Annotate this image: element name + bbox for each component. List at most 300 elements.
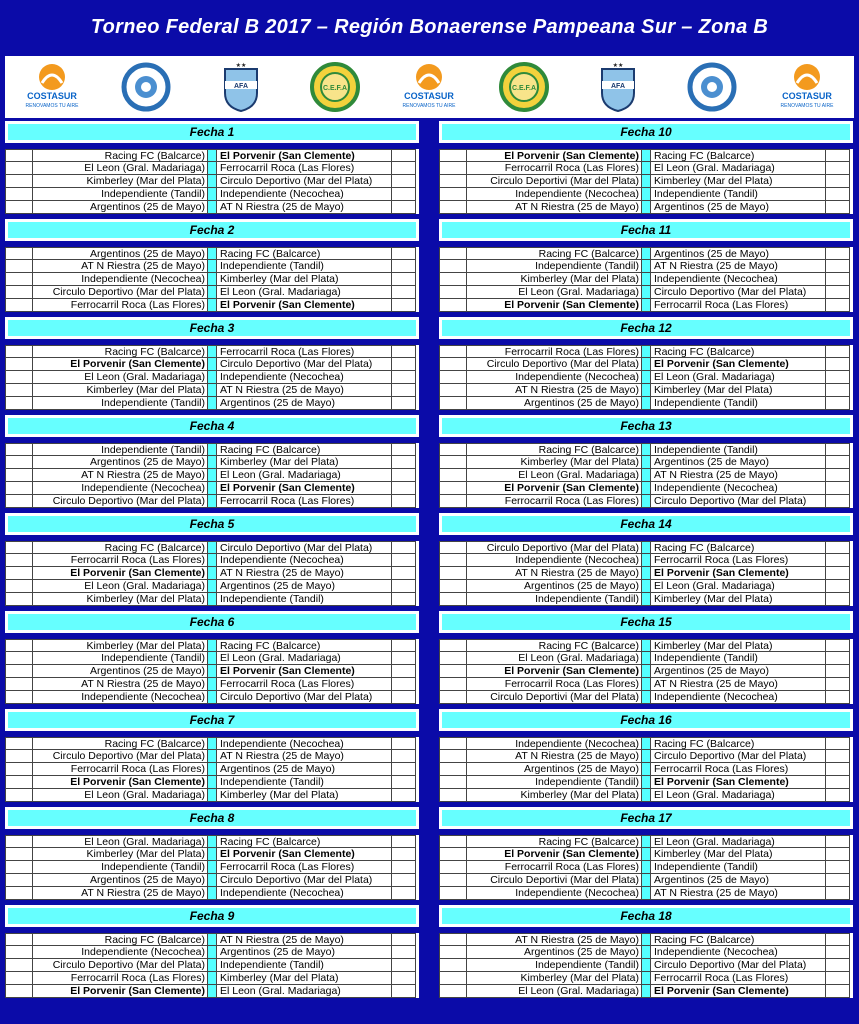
versus-separator bbox=[642, 835, 651, 848]
versus-separator bbox=[642, 247, 651, 260]
away-team: AT N Riestra (25 de Mayo) bbox=[217, 384, 392, 397]
match-row bbox=[5, 874, 419, 887]
away-team: Ferrocarril Roca (Las Flores) bbox=[651, 972, 826, 985]
match-row bbox=[5, 162, 419, 175]
score-cell-left bbox=[439, 580, 467, 593]
score-cell-left bbox=[439, 887, 467, 900]
versus-separator bbox=[208, 737, 217, 750]
score-cell-right bbox=[826, 371, 850, 384]
match-row bbox=[439, 985, 853, 998]
home-team: Circulo Deportivo (Mar del Plata) bbox=[33, 495, 208, 508]
fecha-block bbox=[5, 611, 419, 709]
match-row bbox=[5, 443, 419, 456]
versus-separator bbox=[208, 456, 217, 469]
away-team: AT N Riestra (25 de Mayo) bbox=[217, 933, 392, 946]
score-cell-right bbox=[826, 789, 850, 802]
home-team: Independiente (Necochea) bbox=[33, 691, 208, 704]
score-cell-right bbox=[826, 933, 850, 946]
cefa-logo bbox=[307, 59, 363, 115]
score-cell-left bbox=[5, 456, 33, 469]
versus-separator bbox=[208, 443, 217, 456]
match-row bbox=[439, 887, 853, 900]
score-cell-left bbox=[439, 691, 467, 704]
home-team: Circulo Deportivo (Mar del Plata) bbox=[33, 959, 208, 972]
home-team: Independiente (Tandil) bbox=[467, 260, 642, 273]
match-row bbox=[5, 985, 419, 998]
away-team: Circulo Deportivo (Mar del Plata) bbox=[651, 495, 826, 508]
match-row bbox=[5, 593, 419, 606]
fecha-label: Fecha 3 bbox=[8, 320, 416, 336]
versus-separator bbox=[642, 201, 651, 214]
match-row bbox=[439, 541, 853, 554]
match-row bbox=[5, 384, 419, 397]
home-team: El Porvenir (San Clemente) bbox=[467, 665, 642, 678]
score-cell-left bbox=[5, 750, 33, 763]
home-team: Argentinos (25 de Mayo) bbox=[33, 247, 208, 260]
home-team: Kimberley (Mar del Plata) bbox=[467, 273, 642, 286]
away-team: Circulo Deportivo (Mar del Plata) bbox=[651, 750, 826, 763]
away-team: Racing FC (Balcarce) bbox=[217, 639, 392, 652]
away-team: Kimberley (Mar del Plata) bbox=[651, 384, 826, 397]
score-cell-left bbox=[5, 835, 33, 848]
match-table bbox=[439, 541, 853, 606]
versus-separator bbox=[642, 874, 651, 887]
versus-separator bbox=[208, 482, 217, 495]
home-team: Argentinos (25 de Mayo) bbox=[33, 201, 208, 214]
home-team: Independiente (Tandil) bbox=[33, 443, 208, 456]
score-cell-left bbox=[5, 162, 33, 175]
away-team: Argentinos (25 de Mayo) bbox=[651, 665, 826, 678]
match-row bbox=[5, 933, 419, 946]
score-cell-left bbox=[439, 384, 467, 397]
match-row bbox=[5, 273, 419, 286]
versus-separator bbox=[642, 933, 651, 946]
versus-separator bbox=[642, 678, 651, 691]
score-cell-right bbox=[392, 247, 416, 260]
match-row bbox=[5, 887, 419, 900]
away-team: Circulo Deportivo (Mar del Plata) bbox=[651, 286, 826, 299]
away-team: El Porvenir (San Clemente) bbox=[651, 985, 826, 998]
match-row bbox=[5, 665, 419, 678]
fecha-block bbox=[5, 709, 419, 807]
match-row bbox=[439, 972, 853, 985]
home-team: Ferrocarril Roca (Las Flores) bbox=[33, 299, 208, 312]
score-cell-left bbox=[5, 247, 33, 260]
match-row bbox=[439, 443, 853, 456]
fecha-block bbox=[5, 513, 419, 611]
score-cell-left bbox=[439, 541, 467, 554]
versus-separator bbox=[208, 946, 217, 959]
away-team: AT N Riestra (25 de Mayo) bbox=[651, 887, 826, 900]
away-team: El Leon (Gral. Madariaga) bbox=[651, 162, 826, 175]
versus-separator bbox=[642, 737, 651, 750]
match-row bbox=[5, 345, 419, 358]
afa-logo bbox=[213, 59, 269, 115]
away-team: Independiente (Necochea) bbox=[651, 691, 826, 704]
home-team: Ferrocarril Roca (Las Flores) bbox=[467, 162, 642, 175]
away-team: Independiente (Necochea) bbox=[651, 273, 826, 286]
score-cell-right bbox=[392, 299, 416, 312]
score-cell-left bbox=[439, 443, 467, 456]
away-team: El Leon (Gral. Madariaga) bbox=[217, 469, 392, 482]
away-team: Racing FC (Balcarce) bbox=[651, 737, 826, 750]
versus-separator bbox=[642, 162, 651, 175]
score-cell-right bbox=[392, 384, 416, 397]
versus-separator bbox=[208, 887, 217, 900]
versus-separator bbox=[642, 384, 651, 397]
versus-separator bbox=[642, 469, 651, 482]
versus-separator bbox=[208, 835, 217, 848]
away-team: Argentinos (25 de Mayo) bbox=[217, 946, 392, 959]
home-team: Independiente (Necochea) bbox=[467, 371, 642, 384]
score-cell-left bbox=[439, 946, 467, 959]
home-team: El Leon (Gral. Madariaga) bbox=[33, 789, 208, 802]
match-table bbox=[5, 345, 419, 410]
versus-separator bbox=[642, 750, 651, 763]
fecha-block bbox=[5, 415, 419, 513]
away-team: El Leon (Gral. Madariaga) bbox=[217, 985, 392, 998]
versus-separator bbox=[208, 763, 217, 776]
fecha-header-bar bbox=[439, 121, 853, 143]
home-team: AT N Riestra (25 de Mayo) bbox=[33, 678, 208, 691]
away-team: El Porvenir (San Clemente) bbox=[217, 848, 392, 861]
svg-text:★★: ★★ bbox=[612, 63, 624, 69]
home-team: Ferrocarril Roca (Las Flores) bbox=[467, 495, 642, 508]
score-cell-left bbox=[439, 201, 467, 214]
score-cell-left bbox=[439, 861, 467, 874]
score-cell-left bbox=[5, 371, 33, 384]
score-cell-left bbox=[5, 665, 33, 678]
match-table bbox=[439, 443, 853, 508]
fecha-block bbox=[439, 807, 853, 905]
match-row bbox=[5, 286, 419, 299]
away-team: AT N Riestra (25 de Mayo) bbox=[217, 201, 392, 214]
score-cell-right bbox=[826, 874, 850, 887]
fecha-label: Fecha 12 bbox=[442, 320, 850, 336]
score-cell-right bbox=[826, 737, 850, 750]
costasur-logo bbox=[24, 59, 80, 115]
away-team: El Leon (Gral. Madariaga) bbox=[651, 835, 826, 848]
home-team: Ferrocarril Roca (Las Flores) bbox=[33, 554, 208, 567]
home-team: Circulo Deportivo (Mar del Plata) bbox=[33, 750, 208, 763]
home-team: Kimberley (Mar del Plata) bbox=[33, 384, 208, 397]
fecha-block bbox=[439, 121, 853, 219]
match-row bbox=[5, 580, 419, 593]
match-row bbox=[439, 861, 853, 874]
score-cell-left bbox=[5, 482, 33, 495]
score-cell-left bbox=[5, 861, 33, 874]
score-cell-right bbox=[826, 665, 850, 678]
score-cell-left bbox=[439, 985, 467, 998]
away-team: Independiente (Tandil) bbox=[217, 776, 392, 789]
match-row bbox=[439, 345, 853, 358]
versus-separator bbox=[208, 149, 217, 162]
match-row bbox=[439, 149, 853, 162]
versus-separator bbox=[208, 848, 217, 861]
match-row bbox=[5, 149, 419, 162]
score-cell-left bbox=[439, 371, 467, 384]
score-cell-right bbox=[392, 397, 416, 410]
score-cell-right bbox=[826, 593, 850, 606]
away-team: Ferrocarril Roca (Las Flores) bbox=[651, 554, 826, 567]
away-team: El Porvenir (San Clemente) bbox=[651, 776, 826, 789]
score-cell-right bbox=[392, 691, 416, 704]
away-team: Independiente (Tandil) bbox=[651, 861, 826, 874]
match-table bbox=[5, 247, 419, 312]
fecha-label: Fecha 11 bbox=[442, 222, 850, 238]
fecha-label: Fecha 1 bbox=[8, 124, 416, 140]
score-cell-left bbox=[439, 763, 467, 776]
score-cell-right bbox=[392, 482, 416, 495]
match-row bbox=[5, 639, 419, 652]
home-team: El Porvenir (San Clemente) bbox=[33, 567, 208, 580]
fecha-header-bar bbox=[5, 709, 419, 731]
score-cell-left bbox=[439, 273, 467, 286]
match-row bbox=[439, 678, 853, 691]
versus-separator bbox=[208, 567, 217, 580]
away-team: Racing FC (Balcarce) bbox=[651, 541, 826, 554]
away-team: El Leon (Gral. Madariaga) bbox=[217, 286, 392, 299]
score-cell-left bbox=[5, 593, 33, 606]
match-row bbox=[439, 162, 853, 175]
match-row bbox=[5, 567, 419, 580]
versus-separator bbox=[208, 580, 217, 593]
score-cell-right bbox=[392, 371, 416, 384]
versus-separator bbox=[208, 593, 217, 606]
home-team: Ferrocarril Roca (Las Flores) bbox=[33, 763, 208, 776]
home-team: Independiente (Necochea) bbox=[467, 554, 642, 567]
score-cell-right bbox=[826, 580, 850, 593]
score-cell-right bbox=[392, 652, 416, 665]
home-team: Independiente (Tandil) bbox=[33, 397, 208, 410]
score-cell-right bbox=[392, 345, 416, 358]
versus-separator bbox=[642, 665, 651, 678]
score-cell-left bbox=[439, 593, 467, 606]
score-cell-right bbox=[392, 175, 416, 188]
match-row bbox=[439, 652, 853, 665]
away-team: El Leon (Gral. Madariaga) bbox=[651, 580, 826, 593]
svg-text:COSTASUR: COSTASUR bbox=[27, 91, 78, 101]
score-cell-left bbox=[5, 639, 33, 652]
score-cell-right bbox=[392, 260, 416, 273]
versus-separator bbox=[642, 397, 651, 410]
away-team: Independiente (Tandil) bbox=[217, 593, 392, 606]
fecha-header-bar bbox=[439, 415, 853, 437]
match-row bbox=[5, 495, 419, 508]
score-cell-right bbox=[392, 665, 416, 678]
match-row bbox=[439, 789, 853, 802]
versus-separator bbox=[642, 273, 651, 286]
versus-separator bbox=[208, 652, 217, 665]
score-cell-right bbox=[826, 835, 850, 848]
home-team: Independiente (Necochea) bbox=[467, 737, 642, 750]
home-team: El Leon (Gral. Madariaga) bbox=[467, 652, 642, 665]
match-table bbox=[439, 737, 853, 802]
versus-separator bbox=[642, 887, 651, 900]
svg-text:COSTASUR: COSTASUR bbox=[781, 91, 832, 101]
score-cell-right bbox=[826, 861, 850, 874]
score-cell-left bbox=[439, 397, 467, 410]
score-cell-left bbox=[439, 776, 467, 789]
home-team: Kimberley (Mar del Plata) bbox=[33, 175, 208, 188]
match-table bbox=[439, 639, 853, 704]
score-cell-right bbox=[826, 639, 850, 652]
score-cell-left bbox=[439, 299, 467, 312]
home-team: El Leon (Gral. Madariaga) bbox=[467, 985, 642, 998]
away-team: Circulo Deportivo (Mar del Plata) bbox=[217, 691, 392, 704]
versus-separator bbox=[642, 482, 651, 495]
score-cell-right bbox=[392, 737, 416, 750]
away-team: Ferrocarril Roca (Las Flores) bbox=[217, 345, 392, 358]
score-cell-right bbox=[826, 162, 850, 175]
home-team: AT N Riestra (25 de Mayo) bbox=[33, 260, 208, 273]
fixture-column-left bbox=[5, 121, 419, 1019]
versus-separator bbox=[208, 162, 217, 175]
score-cell-right bbox=[392, 456, 416, 469]
away-team: Racing FC (Balcarce) bbox=[217, 835, 392, 848]
score-cell-left bbox=[439, 260, 467, 273]
away-team: Independiente (Necochea) bbox=[651, 482, 826, 495]
home-team: Independiente (Tandil) bbox=[33, 188, 208, 201]
match-row bbox=[439, 959, 853, 972]
match-row bbox=[5, 175, 419, 188]
versus-separator bbox=[642, 580, 651, 593]
match-table bbox=[439, 835, 853, 900]
home-team: AT N Riestra (25 de Mayo) bbox=[467, 567, 642, 580]
score-cell-right bbox=[826, 443, 850, 456]
score-cell-right bbox=[392, 835, 416, 848]
match-row bbox=[439, 299, 853, 312]
home-team: Racing FC (Balcarce) bbox=[33, 345, 208, 358]
versus-separator bbox=[208, 639, 217, 652]
match-table bbox=[439, 247, 853, 312]
score-cell-left bbox=[5, 273, 33, 286]
match-row bbox=[5, 541, 419, 554]
home-team: Kimberley (Mar del Plata) bbox=[33, 848, 208, 861]
score-cell-left bbox=[439, 188, 467, 201]
match-row bbox=[5, 482, 419, 495]
fecha-label: Fecha 15 bbox=[442, 614, 850, 630]
match-row bbox=[439, 593, 853, 606]
away-team: Argentinos (25 de Mayo) bbox=[217, 397, 392, 410]
versus-separator bbox=[208, 397, 217, 410]
fecha-label: Fecha 13 bbox=[442, 418, 850, 434]
fecha-header-bar bbox=[5, 415, 419, 437]
score-cell-right bbox=[826, 456, 850, 469]
match-row bbox=[439, 763, 853, 776]
fecha-header-bar bbox=[439, 709, 853, 731]
home-team: Argentinos (25 de Mayo) bbox=[33, 874, 208, 887]
match-row bbox=[439, 874, 853, 887]
score-cell-right bbox=[392, 358, 416, 371]
score-cell-left bbox=[439, 495, 467, 508]
score-cell-right bbox=[826, 678, 850, 691]
match-table bbox=[439, 933, 853, 998]
home-team: El Porvenir (San Clemente) bbox=[33, 985, 208, 998]
home-team: El Porvenir (San Clemente) bbox=[33, 358, 208, 371]
score-cell-left bbox=[5, 397, 33, 410]
versus-separator bbox=[642, 456, 651, 469]
match-row bbox=[5, 260, 419, 273]
fecha-header-bar bbox=[439, 905, 853, 927]
match-row bbox=[5, 652, 419, 665]
fecha-block bbox=[439, 905, 853, 1003]
match-row bbox=[5, 469, 419, 482]
score-cell-right bbox=[826, 469, 850, 482]
score-cell-left bbox=[5, 149, 33, 162]
away-team: AT N Riestra (25 de Mayo) bbox=[651, 260, 826, 273]
home-team: Independiente (Tandil) bbox=[467, 593, 642, 606]
match-row bbox=[5, 299, 419, 312]
score-cell-left bbox=[439, 286, 467, 299]
score-cell-right bbox=[392, 541, 416, 554]
fecha-label: Fecha 4 bbox=[8, 418, 416, 434]
away-team: Racing FC (Balcarce) bbox=[651, 933, 826, 946]
home-team: Kimberley (Mar del Plata) bbox=[467, 456, 642, 469]
score-cell-right bbox=[826, 201, 850, 214]
score-cell-left bbox=[5, 763, 33, 776]
score-cell-left bbox=[5, 776, 33, 789]
home-team: AT N Riestra (25 de Mayo) bbox=[33, 469, 208, 482]
match-table bbox=[439, 345, 853, 410]
away-team: Independiente (Necochea) bbox=[651, 946, 826, 959]
fecha-label: Fecha 17 bbox=[442, 810, 850, 826]
svg-text:★★: ★★ bbox=[235, 63, 247, 69]
home-team: Independiente (Tandil) bbox=[33, 861, 208, 874]
score-cell-left bbox=[5, 972, 33, 985]
score-cell-right bbox=[392, 201, 416, 214]
score-cell-left bbox=[439, 848, 467, 861]
away-team: Independiente (Tandil) bbox=[217, 260, 392, 273]
score-cell-right bbox=[392, 639, 416, 652]
match-row bbox=[439, 188, 853, 201]
versus-separator bbox=[208, 358, 217, 371]
home-team: Kimberley (Mar del Plata) bbox=[467, 972, 642, 985]
away-team: Independiente (Necochea) bbox=[217, 554, 392, 567]
versus-separator bbox=[642, 175, 651, 188]
score-cell-right bbox=[392, 593, 416, 606]
score-cell-left bbox=[5, 789, 33, 802]
score-cell-right bbox=[392, 286, 416, 299]
away-team: El Porvenir (San Clemente) bbox=[217, 482, 392, 495]
versus-separator bbox=[642, 554, 651, 567]
home-team: AT N Riestra (25 de Mayo) bbox=[467, 201, 642, 214]
fecha-header-bar bbox=[439, 611, 853, 633]
away-team: AT N Riestra (25 de Mayo) bbox=[217, 567, 392, 580]
costasur-logo bbox=[779, 59, 835, 115]
score-cell-right bbox=[392, 443, 416, 456]
match-row bbox=[439, 273, 853, 286]
away-team: El Porvenir (San Clemente) bbox=[217, 665, 392, 678]
match-row bbox=[5, 848, 419, 861]
away-team: El Porvenir (San Clemente) bbox=[651, 358, 826, 371]
score-cell-right bbox=[826, 260, 850, 273]
score-cell-left bbox=[439, 972, 467, 985]
fecha-header-bar bbox=[5, 317, 419, 339]
score-cell-right bbox=[826, 299, 850, 312]
fecha-label: Fecha 5 bbox=[8, 516, 416, 532]
home-team: Kimberley (Mar del Plata) bbox=[33, 593, 208, 606]
away-team: El Porvenir (San Clemente) bbox=[217, 149, 392, 162]
away-team: Ferrocarril Roca (Las Flores) bbox=[217, 678, 392, 691]
match-row bbox=[439, 567, 853, 580]
score-cell-right bbox=[392, 273, 416, 286]
away-team: Circulo Deportivo (Mar del Plata) bbox=[651, 959, 826, 972]
versus-separator bbox=[642, 691, 651, 704]
score-cell-left bbox=[5, 959, 33, 972]
versus-separator bbox=[642, 763, 651, 776]
match-row bbox=[5, 959, 419, 972]
